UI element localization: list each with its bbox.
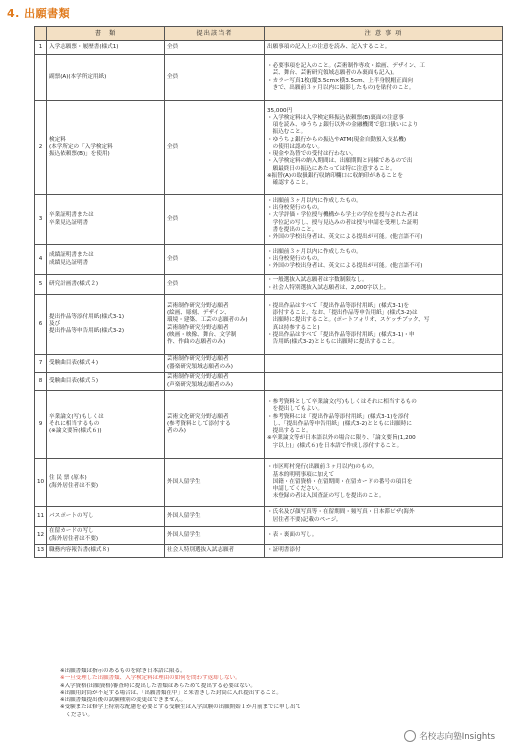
footnote: ※出願用封筒が不足する場合は、「出願書類在中」と朱書きした封筒に入れ提出すること。 bbox=[60, 689, 282, 696]
applicant-cell bbox=[165, 55, 265, 101]
notes-cell bbox=[265, 245, 503, 275]
footnote: ※出願書類提出後の試験種別の変更はできません。 bbox=[60, 697, 186, 704]
row-number: 12 bbox=[35, 527, 47, 545]
notes-cell-line: ・表・裏面の写し。 bbox=[267, 531, 318, 538]
footnote: ※受験または修学上特別な配慮を必要とする受験生は入学試験の出願開始１か月前までに申し出て bbox=[60, 704, 302, 711]
applicant-cell-line: (参考資料として添付する bbox=[167, 420, 231, 427]
notes-cell-line: ・提出作品はすべて「提出作品等添付用紙」(様式3-1)を bbox=[267, 302, 410, 309]
applicant-cell bbox=[165, 355, 265, 373]
notes-cell-line: 提出すること。 bbox=[267, 428, 312, 435]
applicant-cell bbox=[165, 275, 265, 295]
row-number: 7 bbox=[35, 355, 47, 373]
notes-cell-line: 振込むこと。 bbox=[267, 129, 307, 136]
notes-cell bbox=[265, 507, 503, 527]
watermark-text: 名校志向塾Insights bbox=[419, 732, 495, 742]
notes-cell bbox=[265, 101, 503, 195]
notes-cell-line: ・出身校発行のもの。 bbox=[267, 255, 323, 262]
notes-cell-line: ・市区町村発行(出願前３ヶ月以内)のもの。 bbox=[267, 464, 378, 471]
footnote: ※一旦受理した出願書類、入学検定料は理由の如何を問わず返却しない。 bbox=[60, 675, 241, 682]
notes-cell bbox=[265, 373, 503, 391]
applicant-cell bbox=[165, 195, 265, 245]
applicant-cell bbox=[165, 527, 265, 545]
table-row bbox=[35, 195, 503, 245]
document-cell-line: 卒業論文(写)もしくは bbox=[49, 413, 104, 420]
applicant-cell-line: (器楽研究領域志願者のみ) bbox=[167, 363, 233, 370]
notes-cell-line: ・参考資料には「提出作品等添付用紙」(様式3-1)を添付 bbox=[267, 413, 410, 420]
notes-cell-line: ・入学検定料の納入期間は、出願期間と同様であるので出 bbox=[267, 158, 413, 165]
table-row bbox=[35, 295, 503, 355]
notes-cell-line: ・必要事項を記入のこと。(芸術制作専攻・絵画、デザイン、工 bbox=[267, 63, 425, 70]
header-document: 書 類 bbox=[47, 27, 165, 41]
document-cell-line: 卒業見込証明書 bbox=[49, 219, 89, 226]
row-number: 2 bbox=[35, 101, 47, 195]
applicant-cell-line: 外国人留学生 bbox=[167, 478, 201, 485]
document-cell bbox=[47, 355, 165, 373]
notes-cell-line: を提出してもよい。 bbox=[267, 406, 323, 413]
row-number: 11 bbox=[35, 507, 47, 527]
notes-cell-line: ※振替(A)の取扱銀行収納印欄口に収納印があることを bbox=[267, 172, 403, 179]
notes-cell-line: ・カラー写真1枚(縦3.5cm×横3.5cm、上半身脱帽正面向 bbox=[267, 77, 413, 84]
notes-cell-line: ・入学検定料は入学検定料振込依頼票(B)裏面の注意事 bbox=[267, 115, 404, 122]
applicant-cell-line: 全員 bbox=[167, 215, 179, 222]
notes-cell bbox=[265, 41, 503, 55]
notes-cell-line: ・外国の学校出身者は、英文による提出が可能。(他言語不可) bbox=[267, 233, 423, 240]
applicant-cell-line: 環境・建築、工芸の志願者のみ) bbox=[167, 317, 248, 324]
row-number: 5 bbox=[35, 275, 47, 295]
document-cell-line: 受験曲目表(様式５) bbox=[49, 377, 99, 384]
notes-cell-line: 芸、舞台、芸術研究領域志願者のみ裏面も記入)。 bbox=[267, 70, 398, 77]
notes-cell-line: 居住者不要)記載のページ。 bbox=[267, 516, 342, 523]
notes-cell-line: 願最終日の振込にあたっては特に注意すること。 bbox=[267, 165, 396, 172]
document-cell-line: (本学所定の「入学検定料 bbox=[49, 143, 113, 150]
document-cell bbox=[47, 295, 165, 355]
table-row bbox=[35, 507, 503, 527]
notes-cell bbox=[265, 355, 503, 373]
document-cell-line: 提出作品等申告用紙(様式3-2) bbox=[49, 328, 125, 335]
document-cell bbox=[47, 275, 165, 295]
notes-cell bbox=[265, 295, 503, 355]
table-row bbox=[35, 101, 503, 195]
header-notes: 注 意 事 項 bbox=[265, 27, 503, 41]
notes-cell-line: 未登録の者は入国査証の写しを提出のこと。 bbox=[267, 493, 385, 500]
header-number bbox=[35, 27, 47, 41]
applicant-cell bbox=[165, 545, 265, 558]
notes-cell bbox=[265, 275, 503, 295]
notes-cell-line: の使用は認めない。 bbox=[267, 143, 323, 150]
footnote: ください。 bbox=[60, 711, 94, 718]
applicant-cell bbox=[165, 101, 265, 195]
document-cell-line: (※論文要旨(様式６)) bbox=[49, 428, 102, 435]
notes-cell-line: ・提出作品はすべて「提出作品等添付用紙」(様式3-1)・申 bbox=[267, 331, 415, 338]
applicant-cell-line: (声楽研究領域志願者のみ) bbox=[167, 381, 233, 388]
document-cell-line: 振込依頼票(B)」を使用) bbox=[49, 151, 110, 158]
notes-cell-line: し、「提出作品等申告用紙」(様式3-2)とともに出願時に bbox=[267, 420, 412, 427]
notes-cell-line: ・出願前３ヶ月以内に作成したもの。 bbox=[267, 248, 362, 255]
document-cell bbox=[47, 41, 165, 55]
applicant-cell bbox=[165, 295, 265, 355]
notes-cell-line: 申請してください。 bbox=[267, 486, 323, 493]
document-cell-line: 及び bbox=[49, 320, 61, 327]
header-applicant: 提出該当者 bbox=[165, 27, 265, 41]
notes-cell-line: ・一般選抜入試志願者は字数制限なし。 bbox=[267, 277, 368, 284]
applicant-cell-line: 芸術文化研究分野志願者 bbox=[167, 413, 229, 420]
section-title: 4. 出願書類 bbox=[7, 7, 71, 20]
applicant-cell-line: 作、作曲の志願者のみ) bbox=[167, 338, 226, 345]
footnote: ※出願書類は指示のあるものを除き日本語に限る。 bbox=[60, 668, 186, 674]
notes-cell-line: ・大学評価・学位授与機構から学士の学位を授与された者は bbox=[267, 212, 419, 219]
applicant-cell bbox=[165, 459, 265, 507]
notes-cell-line: ※卒業論文等が日本語以外の場合に限り、「論文要旨(1,200 bbox=[267, 435, 416, 442]
document-cell bbox=[47, 55, 165, 101]
document-cell-line: それに相当するもの bbox=[49, 420, 100, 427]
applicant-cell bbox=[165, 373, 265, 391]
document-cell-line: (海外居住者は不要) bbox=[49, 482, 99, 489]
document-cell-line: 受験曲目表(様式４) bbox=[49, 359, 99, 366]
document-cell-line: 副票(A)(本学所定用紙) bbox=[49, 73, 107, 80]
applicant-cell bbox=[165, 41, 265, 55]
document-cell-line: (海外居住者は不要) bbox=[49, 535, 99, 542]
applicant-cell-line: 芸術制作研究分野志願者 bbox=[167, 374, 229, 381]
row-number: 4 bbox=[35, 245, 47, 275]
document-cell bbox=[47, 101, 165, 195]
document-cell-line: 成績見込証明書 bbox=[49, 259, 89, 266]
document-cell bbox=[47, 391, 165, 459]
table-row bbox=[35, 55, 503, 101]
notes-cell-line: 項を読み、ゆうちょ銀行以外の金融機関で窓口扱いにより bbox=[267, 122, 419, 129]
table-row bbox=[35, 275, 503, 295]
document-cell-line: 入学志願票・履歴書(様式1) bbox=[49, 43, 119, 50]
notes-cell-line: 書を提出のこと。 bbox=[267, 226, 318, 233]
notes-cell-line: ・現金や為替での受付は行わない。 bbox=[267, 151, 357, 158]
notes-cell-line: ・証明書添付 bbox=[267, 547, 301, 554]
document-cell bbox=[47, 195, 165, 245]
table-row bbox=[35, 527, 503, 545]
applicant-cell-line: 全員 bbox=[167, 73, 179, 80]
notes-cell-line: ・参考資料として卒業論文(写)もしくはそれに相当するもの bbox=[267, 399, 417, 406]
row-number: 13 bbox=[35, 545, 47, 558]
applicant-cell-line: 社会人特別選抜入試志願者 bbox=[167, 547, 235, 554]
table-header-row bbox=[35, 27, 503, 41]
notes-cell bbox=[265, 527, 503, 545]
notes-cell-line: ・出身校発行のもの。 bbox=[267, 205, 323, 212]
applicant-cell-line: (映画・映像、舞台、文学制 bbox=[167, 331, 237, 338]
documents-table bbox=[34, 26, 503, 558]
notes-cell-line: 真は持参すること) bbox=[267, 324, 320, 331]
footnotes bbox=[60, 668, 500, 719]
notes-cell-line: ・出願前３ヶ月以内に作成したもの。 bbox=[267, 197, 362, 204]
notes-cell-line: きで、出願前３ヶ月以内に撮影したもの)を貼付のこと。 bbox=[267, 84, 415, 91]
wechat-icon bbox=[404, 730, 416, 742]
notes-cell-line: 添付すること。なお、「提出作品等申告用紙」(様式3-2)は bbox=[267, 310, 418, 317]
table-row bbox=[35, 459, 503, 507]
table-row bbox=[35, 41, 503, 55]
document-cell-line: 検定料 bbox=[49, 136, 66, 143]
row-number: 8 bbox=[35, 373, 47, 391]
row-number: 9 bbox=[35, 391, 47, 459]
row-number: 6 bbox=[35, 295, 47, 355]
applicant-cell-line: 芸術制作研究分野志願者 bbox=[167, 356, 229, 363]
applicant-cell-line: 全員 bbox=[167, 143, 179, 150]
applicant-cell-line: 芸術制作研究分野志願者 bbox=[167, 302, 229, 309]
notes-cell-line: 基本的明明事項に加えて bbox=[267, 471, 335, 478]
applicant-cell-line: 全員 bbox=[167, 280, 179, 287]
document-cell bbox=[47, 459, 165, 507]
notes-cell-line: 字以上)」(様式６)を日本語で作成し添付すること。 bbox=[267, 442, 403, 449]
watermark bbox=[404, 730, 495, 742]
document-cell-line: 職務内容報告書(様式８) bbox=[49, 547, 110, 554]
table-row bbox=[35, 391, 503, 459]
document-cell bbox=[47, 245, 165, 275]
applicant-cell bbox=[165, 507, 265, 527]
applicant-cell-line: 者のみ) bbox=[167, 428, 186, 435]
document-cell bbox=[47, 373, 165, 391]
document-cell bbox=[47, 527, 165, 545]
row-number: 10 bbox=[35, 459, 47, 507]
notes-cell-line: 国籍・在留資格・在留期間・在留カードの番号の項目を bbox=[267, 478, 413, 485]
applicant-cell-line: 全員 bbox=[167, 255, 179, 262]
applicant-cell bbox=[165, 391, 265, 459]
document-cell-line: 住 民 票 (原本) bbox=[49, 475, 87, 482]
notes-cell bbox=[265, 55, 503, 101]
notes-cell-line: 確認すること。 bbox=[267, 179, 312, 186]
document-cell-line: 研究計画書(様式２) bbox=[49, 280, 99, 287]
notes-cell-line: 35,000円 bbox=[267, 107, 293, 114]
applicant-cell bbox=[165, 245, 265, 275]
table-row bbox=[35, 245, 503, 275]
notes-cell-line: ・外国の学校出身者は、英文による提出が可能。(他言語不可) bbox=[267, 263, 423, 270]
table-row bbox=[35, 545, 503, 558]
document-cell bbox=[47, 545, 165, 558]
applicant-cell-line: 外国人留学生 bbox=[167, 512, 201, 519]
notes-cell-line: 出願事項の記入上の注意を読み、記入すること。 bbox=[267, 43, 391, 50]
document-cell bbox=[47, 507, 165, 527]
notes-cell-line: 出願時に提出すること。(ポートフォリオ、スケッチブック、写 bbox=[267, 317, 430, 324]
row-number bbox=[35, 55, 47, 101]
notes-cell-line: ・氏名及び顔写真等・在留期間・頻写真・日本滞ビザ(海外 bbox=[267, 509, 415, 516]
notes-cell-line: 学位記の写し、授与見込みの者は授与申請を受理した証明 bbox=[267, 219, 419, 226]
notes-cell-line: ・社会人特別選抜入試志願者は、2,000字以上。 bbox=[267, 284, 390, 291]
row-number: 3 bbox=[35, 195, 47, 245]
document-cell-line: 卒業証明書または bbox=[49, 212, 94, 219]
footnote: ※入学資格(出願資格)審査時に提出した書類はあらためて提出する必要はない。 bbox=[60, 682, 256, 689]
table-row bbox=[35, 373, 503, 391]
document-cell-line: パスポートの写し bbox=[49, 512, 94, 519]
row-number: 1 bbox=[35, 41, 47, 55]
notes-cell bbox=[265, 459, 503, 507]
document-cell-line: 提出作品等添付用紙(様式3-1) bbox=[49, 313, 125, 320]
applicant-cell-line: 外国人留学生 bbox=[167, 531, 201, 538]
notes-cell-line: ・ゆうちょ銀行からの振込やATM(現金自動預入支払機) bbox=[267, 136, 407, 143]
notes-cell bbox=[265, 195, 503, 245]
notes-cell-line: 告用紙(様式3-2)とともに出願時に提出すること。 bbox=[267, 338, 398, 345]
notes-cell bbox=[265, 391, 503, 459]
applicant-cell-line: 芸術制作研究分野志願者 bbox=[167, 324, 229, 331]
applicant-cell-line: 全員 bbox=[167, 43, 179, 50]
document-cell-line: 成績証明書または bbox=[49, 252, 94, 259]
notes-cell bbox=[265, 545, 503, 558]
applicant-cell-line: (絵画、彫刻、デザイン、 bbox=[167, 310, 230, 317]
table-row bbox=[35, 355, 503, 373]
document-cell-line: 在留カードの写し bbox=[49, 528, 94, 535]
